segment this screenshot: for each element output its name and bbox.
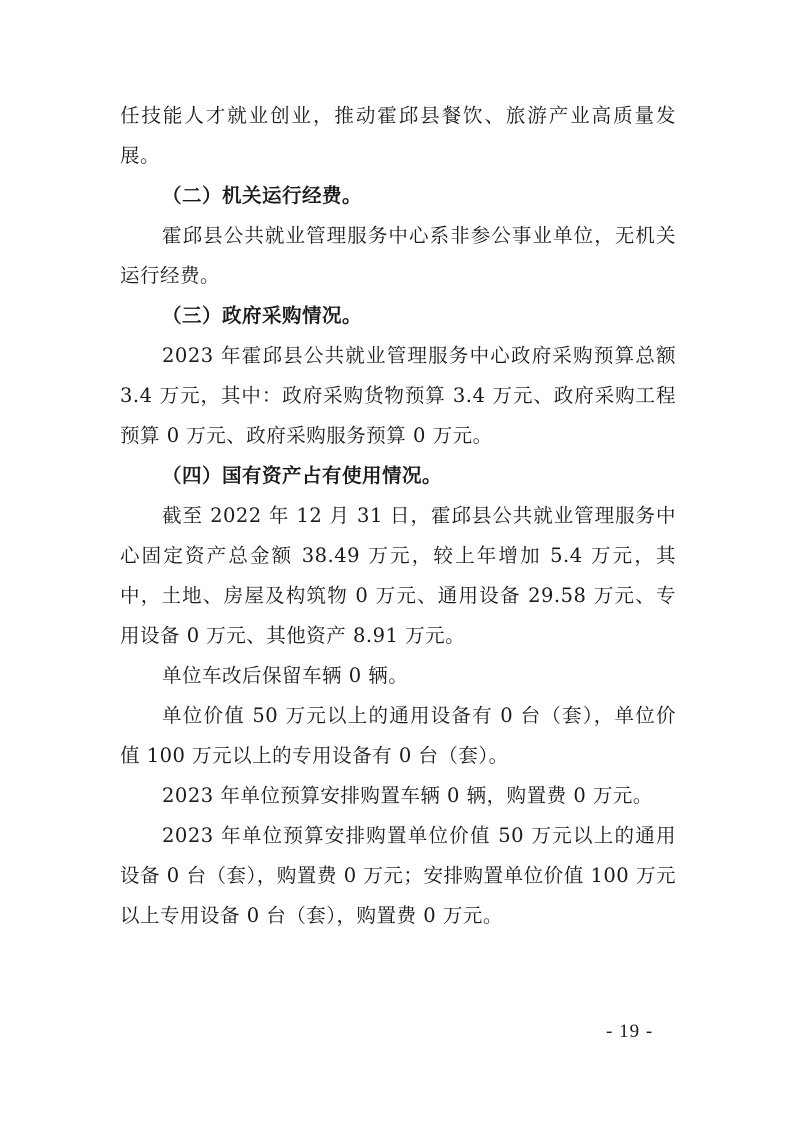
section-heading-state-assets: （四）国有资产占有使用情况。 <box>162 464 443 487</box>
paragraph-fixed-assets: 截至 2022 年 12 月 31 日，霍邱县公共就业管理服务中心固定资产总金额 38.49 万元，较上年增加 5.4 万元，其中，土地、房屋及构筑物 0 万元、通用设备 29.58 万元、专用设备 0 万元、其他资产 8.91 万元。 <box>120 504 676 647</box>
paragraph-operating-expenses: 霍邱县公共就业管理服务中心系非参公事业单位，无机关运行经费。 <box>120 224 676 287</box>
section-heading-procurement: （三）政府采购情况。 <box>162 304 363 327</box>
section-heading-operating-expenses: （二）机关运行经费。 <box>162 184 363 207</box>
paragraph-continuation: 任技能人才就业创业，推动霍邱县餐饮、旅游产业高质量发展。 <box>120 104 676 167</box>
paragraph-equipment-purchase: 2023 年单位预算安排购置单位价值 50 万元以上的通用设备 0 台（套），购置费 0 万元；安排购置单位价值 100 万元以上专用设备 0 台（套），购置费 0 万元。 <box>120 824 676 927</box>
page-number: - 19 - <box>606 1021 654 1042</box>
paragraph-vehicle-purchase: 2023 年单位预算安排购置车辆 0 辆，购置费 0 万元。 <box>162 784 653 807</box>
document-body <box>120 96 676 936</box>
paragraph-equipment-value: 单位价值 50 万元以上的通用设备有 0 台（套），单位价值 100 万元以上的专用设备有 0 台（套）。 <box>120 704 676 767</box>
paragraph-procurement: 2023 年霍邱县公共就业管理服务中心政府采购预算总额 3.4 万元，其中：政府采购货物预算 3.4 万元、政府采购工程预算 0 万元、政府采购服务预算 0 万元。 <box>120 344 676 447</box>
paragraph-vehicles-retained: 单位车改后保留车辆 0 辆。 <box>162 664 409 687</box>
